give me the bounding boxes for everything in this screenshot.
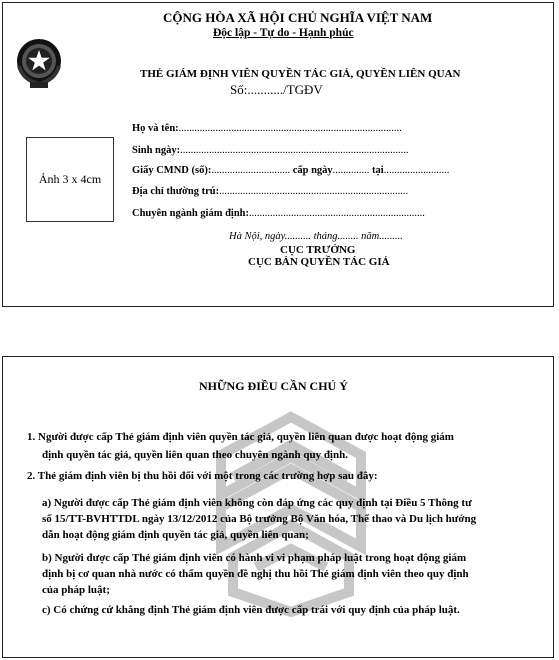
specialty-label: Chuyên ngành giám định: — [132, 208, 250, 219]
notice-line-7: b) Người được cấp Thẻ giám định viên có hành vi vi phạm pháp luật trong hoạt động giám — [42, 552, 467, 564]
address-field — [132, 186, 408, 197]
issued-date-label: cấp ngày — [292, 165, 333, 176]
notice-line-6: dẫn hoạt động giám định quyền tác giả, quyền liên quan; — [42, 529, 309, 541]
photo-placeholder — [26, 137, 114, 222]
id-field — [132, 165, 449, 176]
date-line: Hà Nội, ngày.......... tháng........ năm......... — [229, 231, 403, 242]
notice-line-5: số 15/TT-BVHTTDL ngày 13/12/2012 của Bộ trưởng Bộ Văn hóa, Thể thao và Du lịch hướng — [42, 513, 477, 525]
signer-org: CỤC BẢN QUYỀN TÁC GIẢ — [248, 256, 390, 268]
card-number: Số:.........../TGĐV — [230, 82, 323, 97]
issued-place-label: tại — [372, 165, 384, 176]
motto: Độc lập - Tự do - Hạnh phúc — [213, 27, 354, 39]
dob-dots: ....................................................................................... — [180, 145, 409, 156]
notice-line-1: 1. Người được cấp Thẻ giám định viên quyền tác giả, quyền liên quan được hoạt động giám — [27, 431, 454, 443]
id-dots: .............................. — [211, 165, 291, 176]
specialty-dots: ................................................................... — [249, 208, 425, 219]
name-field — [132, 123, 402, 134]
id-label: Giấy CMND (số): — [132, 165, 212, 176]
signer-title: CỤC TRƯỞNG — [280, 244, 356, 256]
name-label: Họ và tên: — [132, 123, 179, 134]
notice-line-2: định quyền tác giả, quyền liên quan theo chuyên ngành quy định. — [42, 449, 348, 461]
republic-header: CỘNG HÒA XÃ HỘI CHỦ NGHĨA VIỆT NAM — [163, 10, 433, 25]
issued-date-dots: .............. — [332, 165, 370, 176]
notice-line-10: c) Có chứng cứ khẳng định Thẻ giám định viên được cấp trái với quy định của pháp luật. — [42, 604, 460, 616]
notice-title: NHỮNG ĐIỀU CẦN CHÚ Ý — [199, 379, 348, 393]
photo-label: Ảnh 3 x 4cm — [38, 172, 102, 186]
notice-line-8: định bị cơ quan nhà nước có thẩm quyền đề nghị thu hồi Thẻ giám định viên theo quy định — [42, 568, 469, 580]
card-title: THẺ GIÁM ĐỊNH VIÊN QUYỀN TÁC GIẢ, QUYỀN LIÊN QUAN — [140, 68, 461, 80]
specialty-field — [132, 208, 425, 219]
dob-label: Sinh ngày: — [132, 145, 181, 156]
issued-place-dots: ......................... — [383, 165, 450, 176]
dob-field — [132, 145, 409, 156]
address-dots: ........................................................................ — [219, 186, 409, 197]
national-emblem-icon — [13, 36, 65, 91]
card-back — [2, 356, 554, 658]
notice-line-9: của pháp luật; — [42, 584, 110, 596]
name-dots: ..................................................................................... — [178, 123, 402, 134]
notice-line-4: a) Người được cấp Thẻ giám định viên không còn đáp ứng các quy định tại Điều 5 Thông tư — [42, 497, 472, 509]
card-front — [2, 2, 554, 307]
notice-line-3: 2. Thẻ giám định viên bị thu hồi đối với một trong các trường hợp sau đây: — [27, 470, 378, 482]
address-label: Địa chỉ thường trú: — [132, 186, 220, 197]
